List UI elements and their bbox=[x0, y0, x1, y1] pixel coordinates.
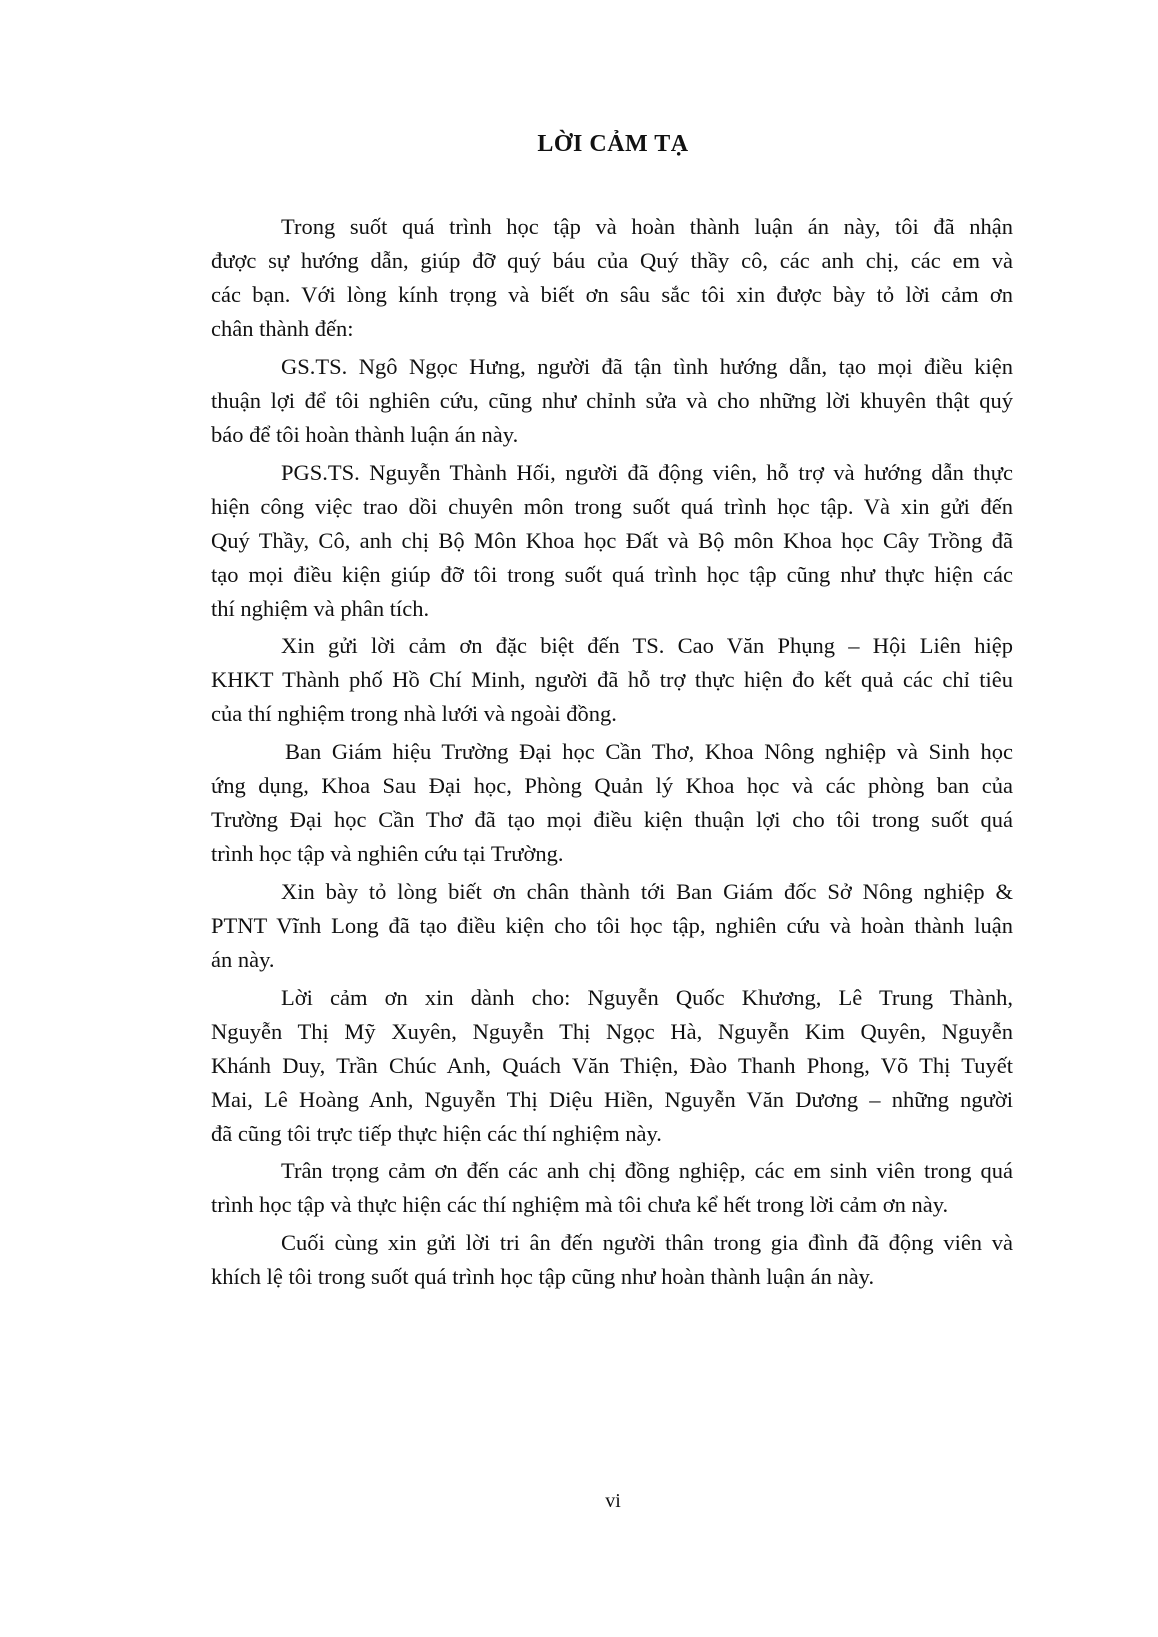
paragraph bbox=[211, 629, 1013, 731]
text-line: ứng dụng, Khoa Sau Đại học, Phòng Quản lý Khoa học và các phòng ban của bbox=[211, 773, 1013, 798]
text-line: Trong suốt quá trình học tập và hoàn thành luận án này, tôi đã nhận bbox=[281, 214, 1013, 239]
text-line: thuận lợi để tôi nghiên cứu, cũng như chỉnh sửa và cho những lời khuyên thật quý bbox=[211, 387, 1013, 413]
text-line: PGS.TS. Nguyễn Thành Hối, người đã động viên, hỗ trợ và hướng dẫn thực bbox=[281, 459, 1013, 485]
text-line: Trường Đại học Cần Thơ đã tạo mọi điều kiện thuận lợi cho tôi trong suốt quá bbox=[211, 807, 1013, 832]
text-line: tạo mọi điều kiện giúp đỡ tôi trong suốt quá trình học tập cũng như thực hiện các bbox=[211, 561, 1013, 587]
text-line: chân thành đến: bbox=[211, 316, 354, 341]
text-line: được sự hướng dẫn, giúp đỡ quý báu của Quý thầy cô, các anh chị, các em và bbox=[211, 248, 1013, 273]
document-body bbox=[211, 210, 1013, 1298]
text-line: Lời cảm ơn xin dành cho: Nguyễn Quốc Khương, Lê Trung Thành, bbox=[281, 984, 1013, 1010]
text-line: án này. bbox=[211, 946, 275, 972]
text-line: trình học tập và thực hiện các thí nghiệm mà tôi chưa kể hết trong lời cảm ơn này. bbox=[211, 1192, 949, 1218]
paragraph bbox=[211, 350, 1013, 452]
text-line: Trân trọng cảm ơn đến các anh chị đồng nghiệp, các em sinh viên trong quá bbox=[281, 1158, 1013, 1184]
text-line: GS.TS. Ngô Ngọc Hưng, người đã tận tình hướng dẫn, tạo mọi điều kiện bbox=[281, 353, 1013, 379]
page-title: LỜI CẢM TẠ bbox=[537, 131, 689, 157]
paragraph bbox=[211, 875, 1013, 977]
paragraph bbox=[211, 735, 1013, 871]
text-line: KHKT Thành phố Hồ Chí Minh, người đã hỗ trợ thực hiện đo kết quả các chỉ tiêu bbox=[211, 667, 1013, 693]
text-line: Khánh Duy, Trần Chúc Anh, Quách Văn Thiện, Đào Thanh Phong, Võ Thị Tuyết bbox=[211, 1052, 1013, 1078]
paragraph bbox=[211, 1154, 1013, 1222]
text-line: Nguyễn Thị Mỹ Xuyên, Nguyễn Thị Ngọc Hà, Nguyễn Kim Quyên, Nguyễn bbox=[211, 1018, 1013, 1044]
text-line: hiện công việc trao dồi chuyên môn trong suốt quá trình học tập. Và xin gửi đến bbox=[211, 493, 1013, 519]
text-line: trình học tập và nghiên cứu tại Trường. bbox=[211, 841, 564, 866]
text-line: đã cũng tôi trực tiếp thực hiện các thí nghiệm này. bbox=[211, 1120, 662, 1146]
text-line: thí nghiệm và phân tích. bbox=[211, 595, 430, 621]
paragraph bbox=[211, 456, 1013, 626]
text-line: các bạn. Với lòng kính trọng và biết ơn sâu sắc tôi xin được bày tỏ lời cảm ơn bbox=[211, 282, 1013, 307]
text-line: báo để tôi hoàn thành luận án này. bbox=[211, 421, 519, 447]
paragraph bbox=[211, 1226, 1013, 1294]
text-line: Ban Giám hiệu Trường Đại học Cần Thơ, Khoa Nông nghiệp và Sinh học bbox=[285, 739, 1013, 764]
text-line: Cuối cùng xin gửi lời tri ân đến người thân trong gia đình đã động viên và bbox=[281, 1230, 1013, 1255]
text-line: Mai, Lê Hoàng Anh, Nguyễn Thị Diệu Hiền, Nguyễn Văn Dương – những người bbox=[211, 1086, 1013, 1112]
text-line: Xin bày tỏ lòng biết ơn chân thành tới Ban Giám đốc Sở Nông nghiệp & bbox=[281, 878, 1013, 904]
page-number: vi bbox=[605, 1490, 621, 1512]
paragraph bbox=[211, 981, 1013, 1151]
text-line: Xin gửi lời cảm ơn đặc biệt đến TS. Cao Văn Phụng – Hội Liên hiệp bbox=[281, 633, 1013, 659]
text-line: PTNT Vĩnh Long đã tạo điều kiện cho tôi học tập, nghiên cứu và hoàn thành luận bbox=[211, 912, 1013, 938]
text-line: của thí nghiệm trong nhà lưới và ngoài đồng. bbox=[211, 701, 617, 727]
text-line: khích lệ tôi trong suốt quá trình học tập cũng như hoàn thành luận án này. bbox=[211, 1264, 875, 1289]
paragraph bbox=[211, 210, 1013, 346]
text-line: Quý Thầy, Cô, anh chị Bộ Môn Khoa học Đất và Bộ môn Khoa học Cây Trồng đã bbox=[211, 527, 1013, 553]
